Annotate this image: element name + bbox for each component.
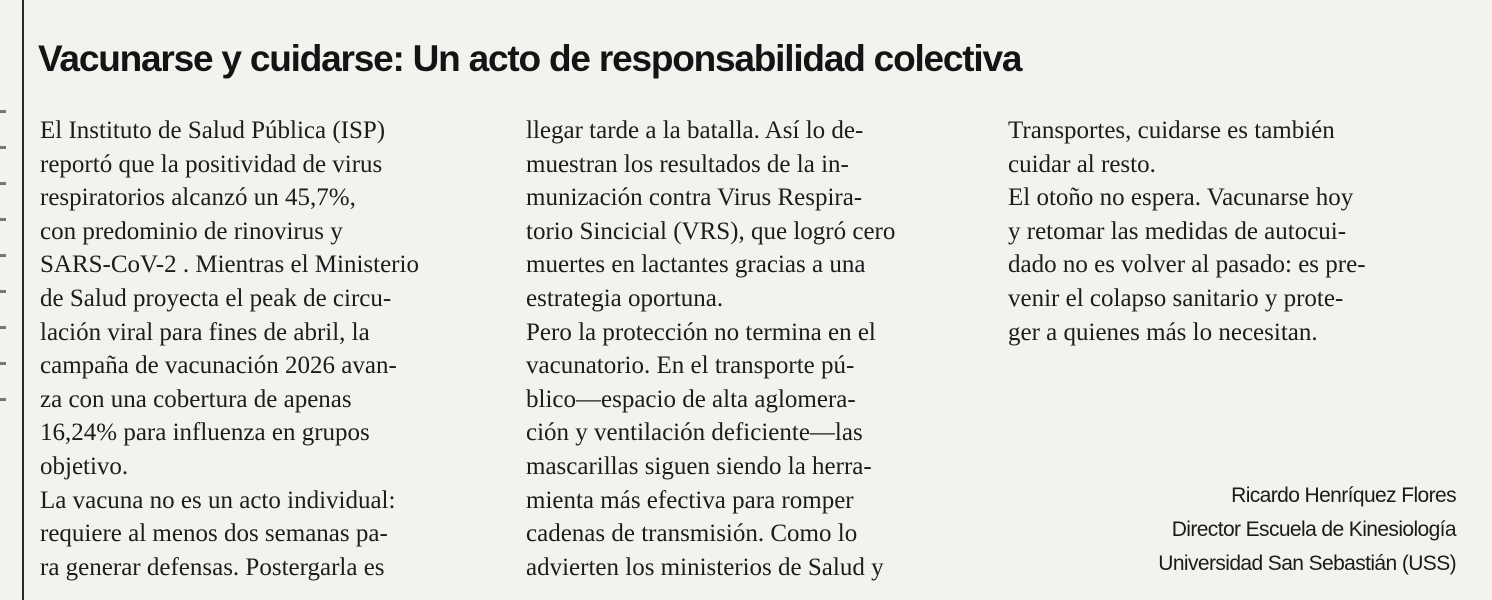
text-line: cadenas de transmisión. Como lo: [526, 520, 858, 548]
author-name: Ricardo Henríquez Flores: [1231, 484, 1456, 507]
author-role: Director Escuela de Kinesiología: [1171, 518, 1456, 541]
text-line: muertes en lactantes gracias a una: [526, 251, 866, 279]
text-line: ción y ventilación deficiente—las: [526, 419, 863, 447]
text-line: estrategia oportuna.: [526, 284, 724, 312]
text-line: lación viral para fines de abril, la: [40, 318, 370, 346]
text-line: dado no es volver al pasado: es pre-: [1008, 251, 1366, 279]
text-line: requiere al menos dos semanas pa-: [40, 520, 388, 548]
text-line: El Instituto de Salud Pública (ISP): [40, 117, 386, 144]
page-edge-marks: [0, 110, 6, 410]
text-line: blico—espacio de alta aglomera-: [526, 385, 856, 413]
text-line: Transportes, cuidarse es también: [1008, 117, 1335, 144]
text-line: campaña de vacunación 2026 avan-: [40, 352, 397, 380]
text-line: torio Sincicial (VRS), que logró cero: [526, 217, 896, 245]
author-institution: Universidad San Sebastián (USS): [1158, 552, 1456, 575]
author-signature: [1158, 479, 1456, 581]
column-rule: [22, 0, 24, 600]
text-line: cuidar al resto.: [1008, 150, 1156, 178]
text-line: venir el colapso sanitario y prote-: [1008, 284, 1344, 312]
text-line: La vacuna no es un acto individual:: [40, 486, 396, 514]
text-line: ra generar defensas. Postergarla es: [40, 553, 385, 581]
text-line: reportó que la positividad de virus: [40, 150, 383, 178]
text-line: munización contra Virus Respira-: [526, 184, 863, 212]
text-line: y retomar las medidas de autocui-: [1008, 217, 1347, 245]
article-column-2: [526, 114, 986, 584]
text-line: llegar tarde a la batalla. Así lo de-: [526, 117, 864, 144]
text-line: de Salud proyecta el peak de circu-: [40, 284, 392, 312]
article-column-3: [1008, 114, 1468, 349]
text-line: za con una cobertura de apenas: [40, 385, 352, 413]
text-line: SARS-CoV-2 . Mientras el Ministerio: [40, 251, 419, 279]
text-line: mascarillas siguen siendo la herra-: [526, 452, 872, 480]
article-column-1: [40, 114, 500, 584]
text-line: muestran los resultados de la in-: [526, 150, 849, 178]
text-line: con predominio de rinovirus y: [40, 217, 343, 245]
text-line: Pero la protección no termina en el: [526, 318, 876, 346]
text-line: 16,24% para influenza en grupos: [40, 419, 370, 447]
text-line: respiratorios alcanzó un 45,7%,: [40, 184, 356, 212]
text-line: El otoño no espera. Vacunarse hoy: [1008, 184, 1354, 212]
text-line: objetivo.: [40, 452, 129, 480]
text-line: vacunatorio. En el transporte pú-: [526, 352, 855, 380]
text-line: ger a quienes más lo necesitan.: [1008, 318, 1318, 346]
text-line: advierten los ministerios de Salud y: [526, 553, 884, 581]
article-headline: Vacunarse y cuidarse: Un acto de responsabilidad colectiva: [38, 38, 1022, 79]
text-line: mienta más efectiva para romper: [526, 486, 854, 514]
